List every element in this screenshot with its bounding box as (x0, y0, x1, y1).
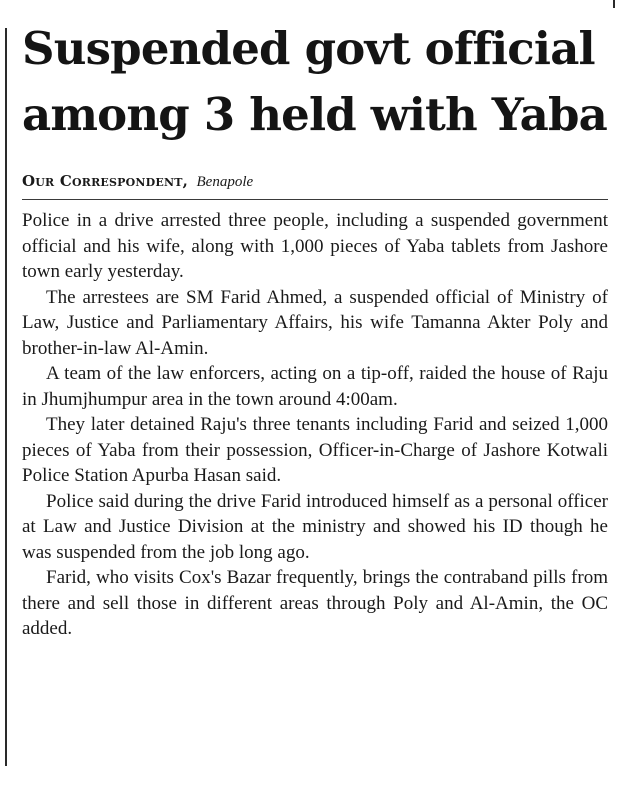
paragraph: Police said during the drive Farid introduced himself as a personal officer at Law and Justice Division at the ministry and showed his ID though he was suspended from the job long ago. (22, 490, 608, 563)
column-rule-top-right (613, 0, 615, 8)
paragraph: Police in a drive arrested three people, including a suspended government official and his wife, along with 1,000 pieces of Yaba tablets from Jashore town early yesterday. (22, 210, 608, 282)
paragraph: Farid, who visits Cox's Bazar frequently, brings the contraband pills from there and sell those in different areas through Poly and Al-Amin, the OC added. (22, 567, 608, 639)
article-body (22, 208, 608, 642)
paragraph: A team of the law enforcers, acting on a tip-off, raided the house of Raju in Jhumjhumpur area in the town around 4:00am. (22, 363, 608, 410)
headline: Suspended govt official among 3 held with Yaba (22, 22, 608, 141)
column-rule-left (5, 28, 7, 766)
paragraph: The arrestees are SM Farid Ahmed, a suspended official of Ministry of Law, Justice and Parliamentary Affairs, his wife Tamanna Akter Poly and brother-in-law Al-Amin. (22, 286, 608, 359)
byline (22, 170, 253, 193)
byline-location: Benapole (196, 174, 254, 190)
byline-reporter: Our Correspondent, (22, 172, 189, 190)
byline-divider (22, 199, 608, 200)
paragraph: They later detained Raju's three tenants including Farid and seized 1,000 pieces of Yaba from their possession, Officer-in-Charge of Jashore Kotwali Police Station Apurba Hasan said. (22, 414, 608, 486)
